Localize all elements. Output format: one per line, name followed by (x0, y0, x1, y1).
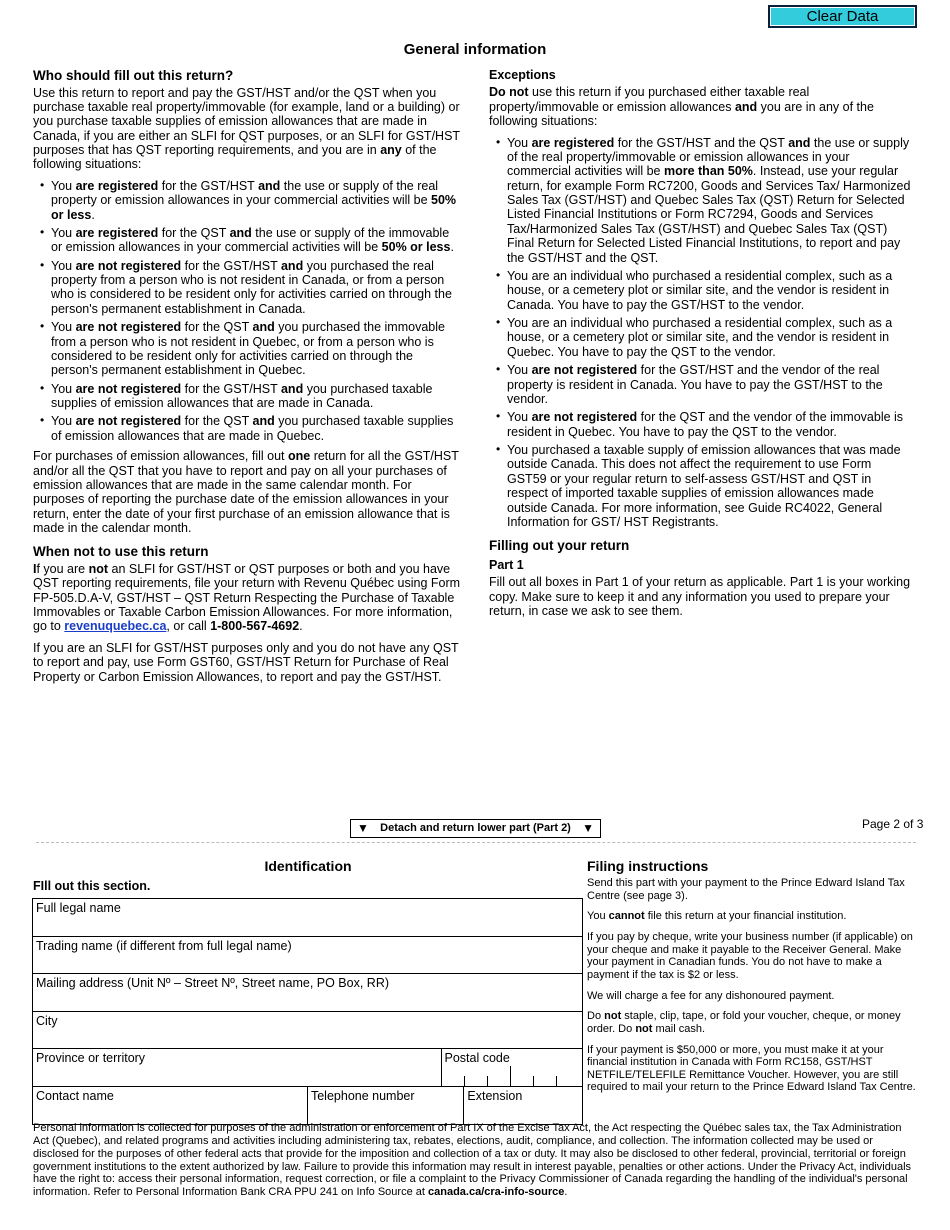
province-field[interactable] (33, 1049, 441, 1086)
page-number: Page 2 of 3 (862, 817, 924, 831)
identification-form (32, 898, 583, 1125)
left-column (33, 68, 463, 691)
filing-paragraph: We will charge a fee for any dishonoured payment. (587, 989, 835, 1002)
filing-paragraph: Do not staple, clip, tape, or fold your voucher, cheque, or money order. Do not mail cash. (587, 1010, 901, 1035)
list-item: • You are not registered for the QST and you purchased taxable supplies of emission allowances that are made in Quebec. (33, 414, 463, 443)
extension-label: Extension (467, 1088, 523, 1103)
filing-instructions (587, 858, 917, 1102)
page-title: General information (403, 41, 547, 58)
telephone-field[interactable] (307, 1087, 463, 1125)
trading-name-field[interactable] (33, 937, 582, 975)
info-source-link: canada.ca/cra-info-source (428, 1186, 565, 1199)
who-heading: Who should fill out this return? (33, 68, 234, 83)
list-item: • You are not registered for the GST/HST and the vendor of the real property is resident in Canada. You have to pay the GST/HST to the vendor. (489, 363, 914, 406)
list-item: • You are registered for the GST/HST and the use or supply of the real property or emission allowances in your commercial activities will be 50% or less. (33, 179, 463, 222)
list-item: • You are not registered for the GST/HST and you purchased taxable supplies of emission allowances that are made in Canada. (33, 382, 463, 411)
list-item: • You are not registered for the GST/HST and you purchased the real property from a person who is not resident in Canada, or from a person who is considered to be resident only for activities carried on through the person's permanent establishment in Canada. (33, 259, 463, 317)
when-not-paragraph-1: If you are not an SLFI for GST/HST or QST purposes or both and you have QST reporting requirements, file your return with Revenu Québec using Form FP-505.D.A-V, GST/HST – QST Return Respecting the Purchase of Taxable Immovables or Taxable Carbon Emission Allowances. For more information, go to revenuquebec.ca, or call 1-800-567-4692. (33, 561, 461, 634)
telephone-label: Telephone number (310, 1088, 415, 1103)
list-item: • You are not registered for the QST and you purchased the immovable from a person who is not resident in Quebec, or from a person who is considered to be resident only for activities carried on through the person's permanent establishment in Quebec. (33, 320, 463, 378)
extension-field[interactable] (463, 1087, 582, 1125)
postal-code-boxes (442, 1076, 583, 1086)
phone-number: 1-800-567-4692 (210, 619, 300, 634)
identification-title: Identification (264, 858, 352, 874)
mailing-address-label: Mailing address (Unit Nº – Street Nº, Street name, PO Box, RR) (36, 976, 390, 990)
part1-paragraph: Fill out all boxes in Part 1 of your return as applicable. Part 1 is your working copy. Make sure to keep it and any information you used to prepare your return, in case we ask to see them. (489, 575, 911, 618)
exceptions-intro: Do not use this return if you purchased either taxable real property/immovable or emission allowances and you are in any of the following situations: (489, 85, 874, 129)
who-list (33, 179, 463, 443)
clear-data-button[interactable]: Clear Data (768, 5, 917, 28)
list-item: • You are an individual who purchased a residential complex, such as a house, or a cemetery plot or similar site, and the vendor is resident in Canada. You have to pay the GST/HST to the vendor. (489, 269, 914, 312)
list-item: • You are registered for the QST and the use or supply of the immovable or emission allowances in your commercial activities will be 50% or less. (33, 226, 463, 255)
when-not-heading: When not to use this return (33, 544, 209, 560)
exceptions-heading: Exceptions (489, 68, 556, 82)
exceptions-list (489, 136, 914, 530)
list-item: • You are registered for the GST/HST and the QST and the use or supply of the real property/immovable or emission allowances in your commercial activities will be more than 50%. Instead, use your regular return, for example Form RC7200, Goods and Services Tax/ Harmonized Sales Tax (GST/HST) and Quebec Sales Tax (QST) Return for Selected Listed Financial Institutions or Form RC7294, Goods and Services Tax/Harmonized Sales Tax (GST/HST) and Quebec Sales Tax (QST) Final Return for Selected Listed Financial Institutions, to report and pay the GST/HST and the QST. (489, 136, 914, 265)
filing-paragraph: If your payment is $50,000 or more, you must make it at your financial institution in Canada with Form RC158, GST/HST NETFILE/TELEFILE Remittance Voucher. However, you are still required to mail your return to the Prince Edward Island Tax Centre. (587, 1043, 916, 1094)
filing-paragraph: You cannot file this return at your financial institution. (587, 910, 847, 923)
list-item: • You are not registered for the QST and the vendor of the immovable is resident in Quebec. You have to pay the QST to the vendor. (489, 410, 914, 439)
identification-instruction: FIll out this section. (33, 879, 151, 893)
filing-paragraph: Send this part with your payment to the Prince Edward Island Tax Centre (see page 3). (587, 877, 905, 902)
down-triangle-icon: ▼ (357, 820, 369, 835)
postal-code-label: Postal code (444, 1051, 510, 1065)
emission-purchases-paragraph: For purchases of emission allowances, fill out one return for all the GST/HST and/or all the QST that you have to report and pay on all your purchases of emission allowances that are made in the same calendar month. For purposes of reporting the purchase date of the emission allowances in your return, enter the date of your first purchase of an emission allowance that is made in the calendar month. (33, 449, 459, 536)
right-column (489, 68, 914, 625)
trading-name-label: Trading name (if different from full legal name) (36, 938, 292, 953)
city-field[interactable] (33, 1012, 582, 1050)
list-item: • You are an individual who purchased a residential complex, such as a house, or a cemetery plot or similar site, and the vendor is resident in Quebec. You have to pay the QST to the vendor. (489, 316, 914, 359)
detach-cut-line (36, 842, 916, 843)
full-legal-name-label: Full legal name (36, 901, 121, 915)
contact-name-label: Contact name (36, 1088, 114, 1103)
city-label: City (36, 1013, 58, 1028)
down-triangle-icon: ▼ (582, 820, 594, 835)
list-item: • You purchased a taxable supply of emission allowances that was made outside Canada. This does not affect the requirement to use Form GST59 or your regular return to self-assess GST/HST and QST in respect of imported taxable supplies of emission allowances made outside Canada. For more information, see Guide RC4022, General Information for GST/ HST Registrants. (489, 443, 914, 529)
detach-banner (350, 819, 601, 838)
detach-label: Detach and return lower part (Part 2) (380, 822, 571, 835)
who-intro: Use this return to report and pay the GST/HST and/or the QST when you purchase taxable real property/immovable (for example, land or a building) or you purchase taxable supplies of emission allowances that are made in Canada, if you are either an SLFI for QST purposes, or an SLFI for GST/HST purposes that has QST reporting requirements, and you are in any of the following situations: (33, 85, 460, 172)
full-legal-name-field[interactable] (33, 899, 582, 937)
privacy-notice: Personal information is collected for purposes of the administration or enforcement of Part IX of the Excise Tax Act, the Act respecting the Québec sales tax, the Tax Administration Act (Quebec), and related programs and activities including administering tax, rebates, elections, audit, compliance, and collection. The information collected may be used or disclosed for the purposes of other federal acts that provide for the imposition and collection of a tax or duty. It may also be disclosed to other federal, provincial, territorial or foreign government institutions to the extent authorized by law. Failure to provide this information may result in interest payable, penalties or other actions. Under the Privacy Act, individuals have the right to: access their personal information, request correction, or file a complaint to the Privacy Commissioner of Canada regarding the handling of the individual's personal information. Refer to Personal Information Bank CRA PPU 241 on Info Source at canada.ca/cra-info-source. (33, 1122, 912, 1199)
filing-heading: Filing instructions (587, 858, 709, 874)
postal-code-field[interactable] (441, 1049, 583, 1086)
mailing-address-field[interactable] (33, 974, 582, 1012)
filling-heading: Filling out your return (489, 538, 630, 554)
part1-heading: Part 1 (489, 557, 524, 572)
filing-paragraph: If you pay by cheque, write your business number (if applicable) on your cheque and make it payable to the Receiver General. Make your payment in Canadian funds. You do not have to make a payment if the tax is $2 or less. (587, 931, 913, 981)
revenuquebec-link[interactable]: revenuquebec.ca (64, 619, 167, 634)
when-not-paragraph-2: If you are an SLFI for GST/HST purposes only and you do not have any QST to report and pay, use Form GST60, GST/HST Return for Purchase of Real Property or Carbon Emission Allowances, to report and pay the GST/HST. (33, 640, 459, 684)
province-label: Province or territory (36, 1051, 146, 1065)
contact-name-field[interactable] (33, 1087, 307, 1125)
